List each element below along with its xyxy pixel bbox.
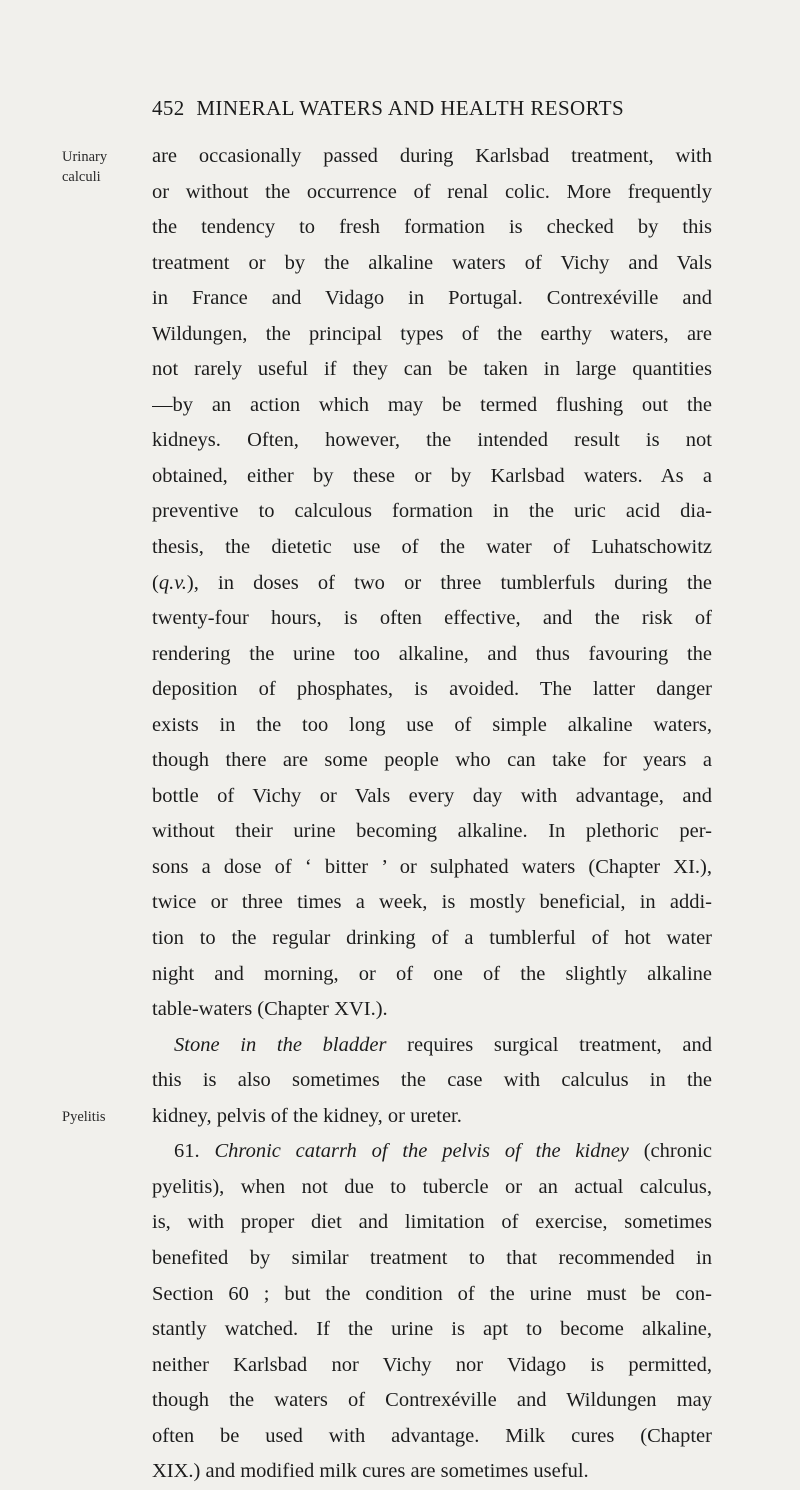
text-line — [152, 210, 712, 246]
text-segment: twice or three times a week, is mostly beneficial, in addi- — [152, 891, 712, 914]
text-line — [152, 1134, 712, 1170]
text-line — [152, 1099, 712, 1135]
text-line — [152, 139, 712, 175]
text-segment: is, with proper diet and limitation of exercise, sometimes — [152, 1211, 712, 1234]
italic-text: q.v. — [158, 571, 187, 594]
text-line — [152, 352, 712, 388]
text-line — [152, 1454, 712, 1490]
text-line — [152, 1028, 712, 1064]
text-segment: often be used with advantage. Milk cures (Chapter — [152, 1424, 712, 1447]
text-segment: without their urine becoming alkaline. In plethoric per- — [152, 820, 712, 843]
text-line — [152, 672, 712, 708]
page-number: 452 — [152, 96, 185, 120]
text-line — [152, 459, 712, 495]
text-line — [152, 530, 712, 566]
text-segment: obtained, either by these or by Karlsbad waters. As a — [152, 464, 712, 487]
text-segment: stantly watched. If the urine is apt to become alkaline, — [152, 1318, 712, 1341]
margin-note-line: Urinary — [62, 149, 108, 165]
text-segment: tion to the regular drinking of a tumblerful of hot water — [152, 927, 712, 950]
text-segment: in France and Vidago in Portugal. Contrexéville and — [152, 287, 712, 310]
text-segment: (chronic — [628, 1140, 712, 1163]
text-line — [152, 708, 712, 744]
text-segment: thesis, the dietetic use of the water of Luhatschowitz — [152, 536, 712, 559]
text-segment: though there are some people who can take for years a — [152, 749, 712, 772]
running-title: MINERAL WATERS AND HEALTH RESORTS — [196, 96, 625, 120]
text-line — [152, 1241, 712, 1277]
text-line — [152, 601, 712, 637]
text-line — [152, 1170, 712, 1206]
text-line — [152, 1312, 712, 1348]
text-line — [152, 566, 712, 602]
text-segment: deposition of phosphates, is avoided. The latter danger — [152, 678, 712, 701]
text-line — [152, 246, 712, 282]
text-line — [152, 921, 712, 957]
text-line — [152, 1063, 712, 1099]
text-segment: rendering the urine too alkaline, and thus favouring the — [152, 642, 712, 665]
text-segment: this is also sometimes the case with calculus in the — [152, 1069, 712, 1092]
text-line — [152, 423, 712, 459]
text-line — [152, 957, 712, 993]
margin-note-line: calculi — [62, 169, 101, 185]
text-line — [152, 388, 712, 424]
text-segment: table-waters (Chapter XVI.). — [152, 998, 388, 1021]
text-segment: XIX.) and modified milk cures are sometimes useful. — [152, 1460, 589, 1483]
text-segment: kidneys. Often, however, the intended result is not — [152, 429, 712, 452]
text-segment: treatment or by the alkaline waters of Vichy and Vals — [152, 251, 712, 274]
text-segment: bottle of Vichy or Vals every day with advantage, and — [152, 784, 712, 807]
italic-text: Chronic catarrh of the pelvis of the kidney — [214, 1140, 629, 1163]
text-line — [152, 1277, 712, 1313]
text-segment: 61. — [174, 1140, 215, 1163]
text-line — [152, 637, 712, 673]
text-segment: the tendency to fresh formation is checked by this — [152, 216, 712, 239]
text-line — [152, 885, 712, 921]
text-segment: night and morning, or of one of the slightly alkaline — [152, 962, 712, 985]
margin-note-pyelitis — [62, 1107, 106, 1127]
running-head — [152, 96, 712, 121]
text-line — [152, 1205, 712, 1241]
text-segment: twenty-four hours, is often effective, and the risk of — [152, 607, 712, 630]
text-segment: requires surgical treatment, and — [386, 1033, 712, 1056]
text-segment: Wildungen, the principal types of the earthy waters, are — [152, 322, 712, 345]
text-line — [152, 1383, 712, 1419]
text-segment: though the waters of Contrexéville and Wildungen may — [152, 1389, 712, 1412]
text-segment: preventive to calculous formation in the uric acid dia- — [152, 500, 712, 523]
text-line — [152, 850, 712, 886]
text-segment: neither Karlsbad nor Vichy nor Vidago is permitted, — [152, 1353, 712, 1376]
text-segment: kidney, pelvis of the kidney, or ureter. — [152, 1104, 462, 1127]
text-segment: not rarely useful if they can be taken in large quantities — [152, 358, 712, 381]
text-line — [152, 743, 712, 779]
text-line — [152, 281, 712, 317]
text-line — [152, 992, 712, 1028]
text-segment: benefited by similar treatment to that recommended in — [152, 1246, 712, 1269]
body-text — [152, 139, 712, 1490]
text-segment: ( — [152, 571, 159, 594]
text-segment: —by an action which may be termed flushing out the — [152, 393, 712, 416]
text-line — [152, 779, 712, 815]
italic-text: Stone in the bladder — [174, 1033, 387, 1056]
text-line — [152, 1419, 712, 1455]
text-segment: or without the occurrence of renal colic. More frequently — [152, 180, 712, 203]
text-segment: Section 60 ; but the condition of the urine must be con- — [152, 1282, 712, 1305]
text-segment: sons a dose of ‘ bitter ’ or sulphated waters (Chapter XI.), — [152, 855, 712, 878]
text-segment: exists in the too long use of simple alkaline waters, — [152, 713, 712, 736]
text-line — [152, 494, 712, 530]
text-segment: pyelitis), when not due to tubercle or an actual calculus, — [152, 1175, 712, 1198]
margin-note-urinary-calculi — [62, 147, 107, 187]
margin-note-line: Pyelitis — [62, 1109, 106, 1125]
text-line — [152, 175, 712, 211]
text-line — [152, 317, 712, 353]
text-segment: ), in doses of two or three tumblerfuls during the — [186, 571, 712, 594]
text-line — [152, 1348, 712, 1384]
text-segment: are occasionally passed during Karlsbad treatment, with — [152, 145, 712, 167]
text-line — [152, 814, 712, 850]
